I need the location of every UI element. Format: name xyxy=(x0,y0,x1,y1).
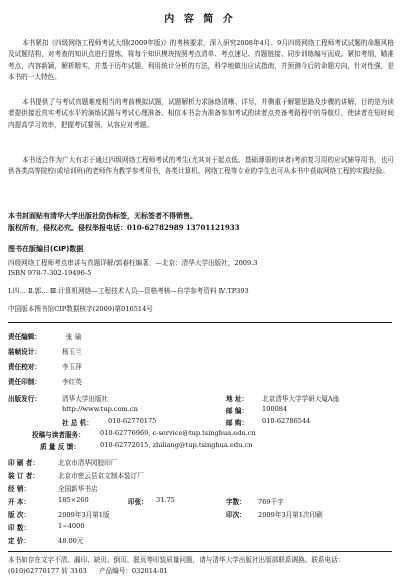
publisher-website: http://www.tup.com.cn xyxy=(62,405,138,413)
cip-heading: 图书在版编目(CIP)数据 xyxy=(8,245,84,253)
anti-counterfeit-notice xyxy=(8,210,388,233)
feedback-value: 010-62776969, c-service@tup.tsinghua.edu.cn xyxy=(100,429,256,437)
binder-value: 北京市密云县京文制本装订厂 xyxy=(58,472,144,480)
postcode-label: 邮 编： xyxy=(226,407,249,415)
footer-notice xyxy=(8,555,394,577)
edition-value: 2009年3月第1版 xyxy=(58,511,110,519)
product-number: 产品编号：032014-01 xyxy=(98,567,168,575)
printer-label: 印 刷 者： xyxy=(8,459,39,467)
credit-value-editor: 张 瑜 xyxy=(66,333,82,341)
credit-value-proofreader: 李玉萍 xyxy=(62,363,82,371)
cip-isbn: ISBN 978-7-302-19496-5 xyxy=(8,269,92,277)
intro-paragraph-2: 本书提供了与考试真题难度相当的考前模拟试题，试题解析力求脉络清晰、详尽，并侧重于解题思路及步骤的讲解，目的是为读者提供接近真实考试水平的演练试题与考试心理准备。相信本书会为准备参加考试的读者点亮备考路程中的导航灯，使读者在短时间内提高学习效率，把握考试要领，从容应对考题。 xyxy=(8,98,394,129)
cip-record xyxy=(8,258,394,278)
mailorder-value: 010-62786544 xyxy=(262,417,311,425)
quality-label: 质 量 反 馈： xyxy=(40,443,80,451)
intro-paragraph-1: 本书紧扣《四级网络工程师考试大纲(2009年版)》的考核要求，深入研究2008年4月、9月四级网络工程师考试试题的命题风格及试题结构，对考查的知识点进行提炼，将每个知识模块按照考点清单、考点速记、真题链接、同步训练编写而成。紧扣考纲，瞄准考点，内容新颖，解析精实，并基于历年试题，利用统计分析的方法，科学地做出应试指南，并预测今后的命题方向，针对性强，是本书的一大特色。 xyxy=(8,39,394,82)
quality-value: 010-62772015, zhiliang@tup.tsinghua.edu.cn xyxy=(100,441,253,449)
footer-divider xyxy=(8,551,392,552)
impression-value: 2009年3月第1次印刷 xyxy=(258,511,323,519)
edition-label: 版 次： xyxy=(8,511,31,519)
publisher-label: 出版发行： xyxy=(8,395,41,403)
impression-label: 印次： xyxy=(226,511,246,519)
print-run-value: 1~4000 xyxy=(58,522,85,530)
notice-line-1: 本书封面贴有清华大学出版社防伪标签，无标签者不得销售。 xyxy=(8,211,197,220)
switchboard-value: 010-62770175 xyxy=(108,417,157,425)
price-value: 48.00元 xyxy=(58,537,84,545)
sheets-value: 31.75 xyxy=(156,496,175,504)
distributor-value: 全国新华书店 xyxy=(58,485,98,493)
divider xyxy=(8,322,392,323)
credit-label-editor: 责任编辑： xyxy=(8,333,41,341)
address-label: 地 址： xyxy=(226,395,249,403)
credit-value-printing: 李红英 xyxy=(62,378,82,386)
publisher-name: 清华大学出版社 xyxy=(62,395,109,403)
words-label: 字数： xyxy=(226,498,246,506)
postcode-value: 100084 xyxy=(262,405,288,413)
credit-value-design: 杨玉兰 xyxy=(62,348,82,356)
words-value: 769千字 xyxy=(258,498,284,506)
switchboard-label: 社 总 机： xyxy=(62,419,93,427)
binder-label: 装 订 者： xyxy=(8,472,39,480)
page-title: 内 容 简 介 xyxy=(164,14,236,25)
format-value: 185×260 xyxy=(58,496,89,504)
credit-label-printing: 责任印制： xyxy=(8,378,41,386)
sheets-label: 印张： xyxy=(128,498,148,506)
cip-library-number: 中国版本图书馆CIP数据核字(2009)第016514号 xyxy=(8,305,153,313)
feedback-label: 投稿与读者服务： xyxy=(32,431,85,439)
intro-paragraph-3: 本书适合作为广大有志于通过四级网络工程师考试的考生(尤其对于起点低、基础薄弱的读者)考前复习用的应试辅导用书，也可供各类高等院校(或培训班)的老师作为教学参考用书，各类计算机、网络工程等专业的学生也可从本书中获取网络工程的实践经验。 xyxy=(8,156,394,176)
credit-label-proofreader: 责任校对： xyxy=(8,363,41,371)
printer-value: 北京市清华园胶印厂 xyxy=(58,459,118,467)
address-value: 北京清华大学学研大厦A座 xyxy=(262,395,340,403)
format-label: 开 本： xyxy=(8,498,31,506)
notice-line-2: 版权所有，侵权必究。侵权举报电话：010-62782989 13701121933 xyxy=(8,222,240,232)
distributor-label: 经 销： xyxy=(8,485,31,493)
price-label: 定 价： xyxy=(8,537,31,545)
cip-subjects: Ⅰ.四… Ⅱ.郭… Ⅲ.计算机网络—工程技术人员—资格考核—自学参考资料 Ⅳ.TP393 xyxy=(8,287,249,295)
print-run-label: 印 数： xyxy=(8,524,31,532)
mailorder-label: 邮 购： xyxy=(226,419,249,427)
cip-title-line: 四级网络工程师考点串讲与真题详解/郭春柱编著．—北京：清华大学出版社，2009.3 xyxy=(8,259,258,267)
footer-line: 本书如存在文字不清、漏印、缺页、倒页、脱页等印装质量问题，请与清华大学出版社出版部联系调换。联系电话：(010)62770177 转 3103 xyxy=(8,556,345,575)
credit-label-design: 装帧设计： xyxy=(8,348,41,356)
